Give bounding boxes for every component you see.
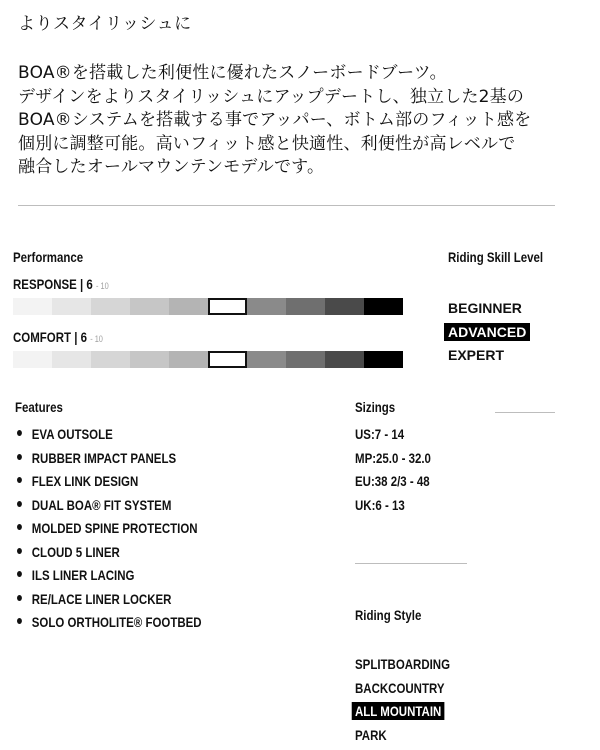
riding-style-item: PARK	[355, 726, 387, 743]
riding-style-heading: Riding Style	[355, 607, 422, 623]
scale-segment	[52, 298, 91, 315]
description-line: デザインをよりスタイリッシュにアップデートし、独立した2基の	[18, 86, 525, 107]
bullet-icon	[17, 595, 22, 601]
comfort-label	[13, 329, 103, 345]
feature-item: RE/LACE LINER LOCKER	[17, 591, 202, 615]
bullet-icon	[17, 571, 22, 577]
skill-level-expert: EXPERT	[448, 347, 505, 363]
sizings-list	[355, 426, 448, 520]
scale-segment	[13, 298, 52, 315]
product-description	[18, 62, 598, 180]
skill-heading: Riding Skill Level	[448, 249, 544, 265]
feature-item: EVA OUTSOLE	[17, 426, 202, 450]
subtitle: よりスタイリッシュに	[18, 14, 192, 34]
skill-level-beginner: BEGINNER	[448, 300, 522, 316]
sizing-mp: MP:25.0 - 32.0	[355, 449, 431, 466]
feature-item: RUBBER IMPACT PANELS	[17, 450, 202, 474]
description-line: 融合したオールマウンテンモデルです。	[18, 157, 325, 177]
bullet-icon	[17, 548, 22, 554]
riding-style-list	[355, 656, 471, 750]
sizing-uk: UK:6 - 13	[355, 496, 405, 513]
description-line: BOA®システムを搭載する事でアッパー、ボトム部のフィット感を	[18, 110, 532, 130]
section-divider	[18, 205, 555, 206]
scale-segment	[91, 351, 130, 368]
scale-segment	[247, 298, 286, 315]
performance-heading: Performance	[13, 249, 84, 265]
scale-segment	[13, 351, 52, 368]
scale-segment	[208, 298, 247, 315]
skill-level-advanced: ADVANCED	[444, 323, 530, 341]
riding-style-item: ALL MOUNTAIN	[355, 703, 450, 727]
riding-style-divider	[355, 563, 467, 564]
scale-segment	[364, 298, 403, 315]
features-list	[17, 426, 242, 638]
scale-segment	[169, 298, 208, 315]
feature-item: FLEX LINK DESIGN	[17, 473, 202, 497]
scale-segment	[286, 351, 325, 368]
bullet-icon	[17, 454, 22, 460]
scale-segment	[208, 351, 247, 368]
description-line: BOA®を搭載した利便性に優れたスノーボードブーツ。	[18, 63, 447, 83]
feature-item: CLOUD 5 LINER	[17, 544, 202, 568]
comfort-range: - 10	[90, 334, 103, 344]
scale-segment	[130, 351, 169, 368]
response-range: - 10	[95, 281, 109, 291]
riding-style-item: SPLITBOARDING	[355, 656, 451, 672]
bullet-icon	[17, 501, 22, 507]
comfort-value-label: COMFORT | 6	[13, 329, 88, 345]
features-heading: Features	[15, 399, 63, 415]
sizing-eu: EU:38 2/3 - 48	[355, 473, 430, 489]
sizings-heading: Sizings	[355, 399, 396, 415]
feature-item: DUAL BOA® FIT SYSTEM	[17, 497, 202, 521]
feature-item: SOLO ORTHOLITE® FOOTBED	[17, 614, 202, 638]
scale-segment	[325, 351, 364, 368]
comfort-scale	[13, 351, 403, 368]
response-scale	[13, 298, 403, 315]
scale-segment	[91, 298, 130, 315]
description-line: 個別に調整可能。高いフィット感と快適性、利便性が高レベルで	[18, 133, 516, 154]
scale-segment	[130, 298, 169, 315]
sizing-us: US:7 - 14	[355, 426, 405, 442]
bullet-icon	[17, 430, 22, 436]
bullet-icon	[17, 618, 22, 624]
response-value-label: RESPONSE | 6	[13, 276, 93, 292]
feature-item: MOLDED SPINE PROTECTION	[17, 520, 202, 544]
scale-segment	[52, 351, 91, 368]
bullet-icon	[17, 477, 22, 483]
scale-segment	[286, 298, 325, 315]
scale-segment	[325, 298, 364, 315]
skill-levels	[444, 298, 530, 369]
bullet-icon	[17, 524, 22, 530]
sizings-divider	[495, 412, 555, 413]
scale-segment	[247, 351, 286, 368]
scale-segment	[364, 351, 403, 368]
scale-segment	[169, 351, 208, 368]
response-label	[13, 276, 109, 292]
riding-style-item: BACKCOUNTRY	[355, 679, 445, 696]
feature-item: ILS LINER LACING	[17, 567, 202, 591]
